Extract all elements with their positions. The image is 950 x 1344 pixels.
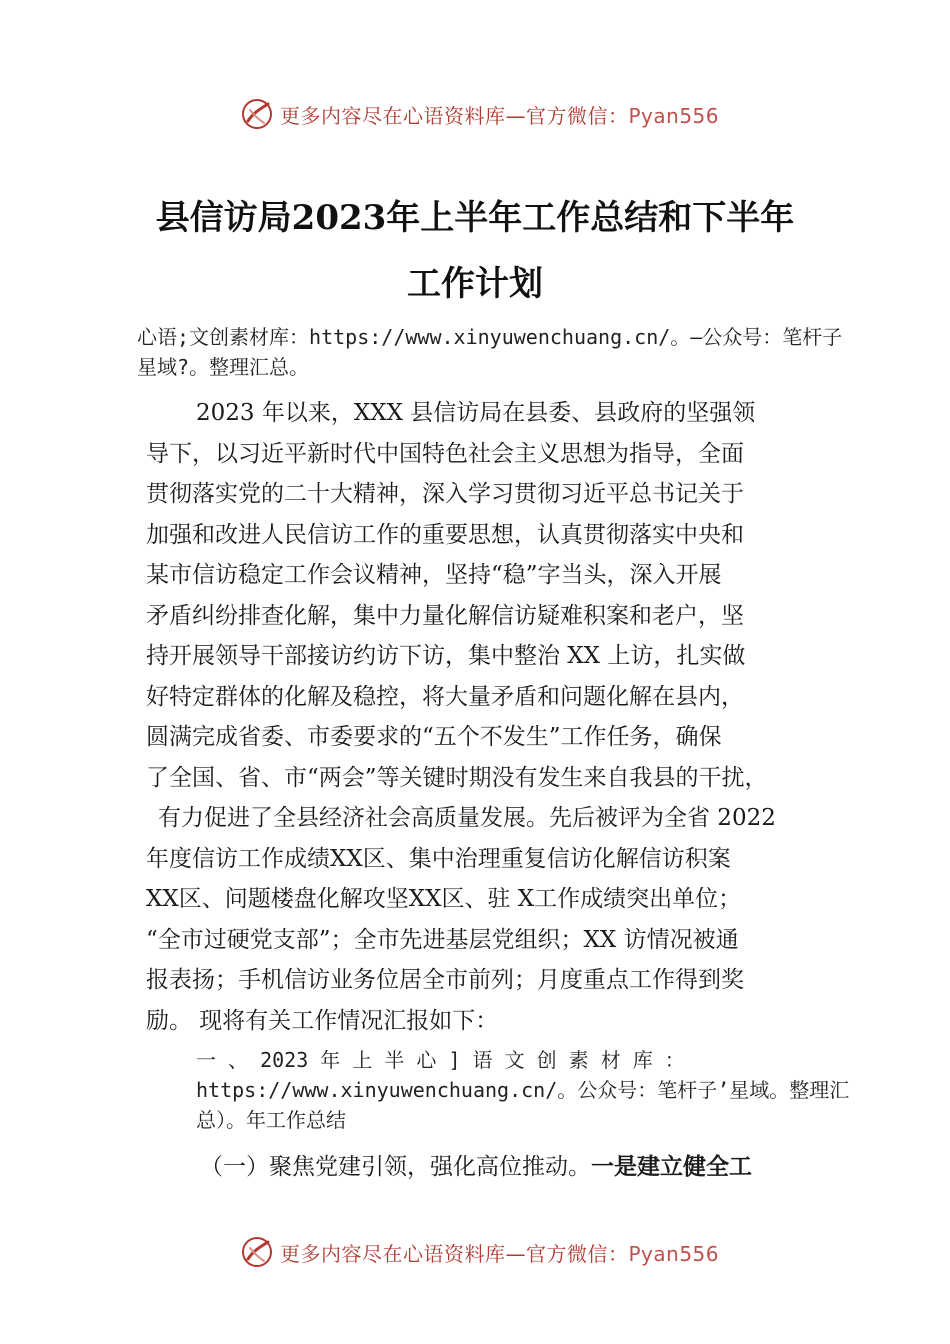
document-title-line-2: 工作计划	[407, 264, 543, 304]
subsection-1-bold-text: 一是建立健全工	[591, 1154, 752, 1180]
paragraph-line: 励。 现将有关工作情况汇报如下：	[146, 1007, 499, 1034]
paragraph-line: 矛盾纠纷排查化解，集中力量化解信访疑难积案和老户，坚	[146, 602, 744, 629]
banner-text: 更多内容尽在心语资料库—官方微信：Pyan556	[280, 1241, 720, 1266]
paragraph-line: 年度信访工作成绩XX区、集中治理重复信访化解信访积案	[146, 845, 731, 872]
subsection-1-text: （一）聚焦党建引领，强化高位推动。	[200, 1154, 591, 1180]
document-title-line-1: 县信访局2023年上半年工作总结和下半年	[155, 198, 795, 238]
brush-logo-icon	[240, 1235, 274, 1269]
paragraph-line: 有力促进了全县经济社会高质量发展。先后被评为全省 2022	[158, 805, 776, 831]
paragraph-line: 导下，以习近平新时代中国特色社会主义思想为指导，全面	[146, 440, 744, 467]
paragraph-line: 贯彻落实党的二十大精神，深入学习贯彻习近平总书记关于	[146, 481, 744, 507]
footer-watermark-banner	[240, 1232, 719, 1272]
paragraph-line: XX区、问题楼盘化解攻坚XX区、驻 X工作成绩突出单位；	[146, 886, 742, 912]
subsection-1	[200, 1148, 752, 1181]
paragraph-line: 好特定群体的化解及稳控，将大量矛盾和问题化解在县内，	[146, 683, 744, 710]
paragraph-line: 持开展领导干部接访约访下访，集中整治 XX 上访，扎实做	[146, 643, 746, 669]
paragraph-line: 加强和改进人民信访工作的重要思想，认真贯彻落实中央和	[146, 521, 744, 548]
paragraph-line: “全市过硬党支部”；全市先进基层党组织；XX 访情况被通	[146, 926, 739, 953]
paragraph-line: 报表扬；手机信访业务位居全市前列；月度重点工作得到奖	[146, 967, 744, 993]
wechat-id: Pyan556	[628, 103, 720, 128]
paragraph-line: 了全国、省、市“两会”等关键时期没有发生来自我县的干扰，	[146, 764, 768, 791]
wechat-id: Pyan556	[628, 1241, 720, 1266]
paragraph-line: 圆满完成省委、市委要求的“五个不发生”工作任务，确保	[146, 724, 722, 750]
paragraph-line: 2023 年以来，XXX 县信访局在县委、县政府的坚强领	[196, 400, 756, 426]
header-watermark-banner	[240, 94, 719, 134]
paragraph-line: 某市信访稳定工作会议精神，坚持“稳”字当头，深入开展	[146, 562, 722, 588]
banner-text: 更多内容尽在心语资料库—官方微信：Pyan556	[280, 103, 720, 128]
brush-logo-icon	[240, 97, 274, 131]
section-heading-1: 一 、 2023 年 上 半 心 ] 语 文 创 素 材 库 ：https://www.xinyuwenchuang.cn/。公众号：笔杆子’星域。整理汇总）。年工作总结	[196, 1048, 850, 1132]
source-note: 心语;文创素材库：https://www.xinyuwenchuang.cn/。—公众号：笔杆子星域?。整理汇总。	[137, 325, 843, 379]
